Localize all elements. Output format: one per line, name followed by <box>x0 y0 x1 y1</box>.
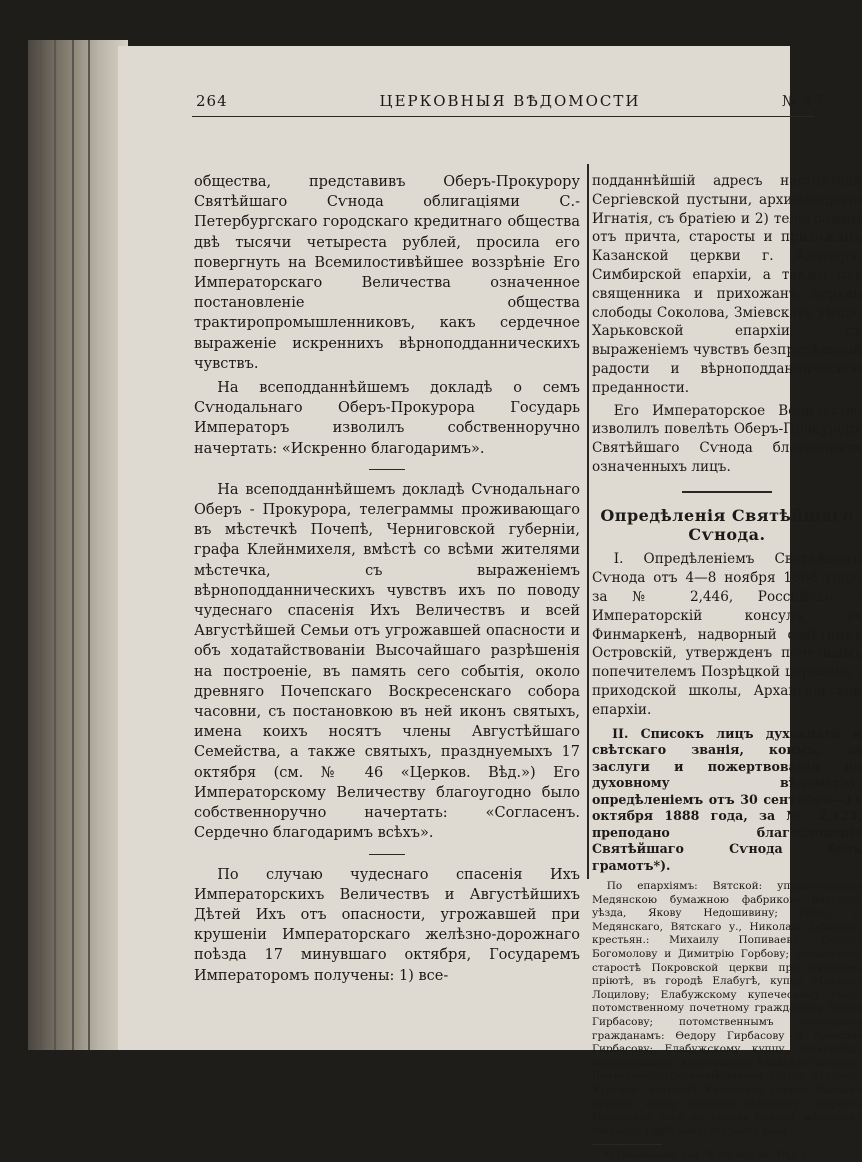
footnote: *) Окончаніе. См. № 46 «Церк. Вѣд.». <box>604 1149 811 1162</box>
footnote-rule <box>592 1144 662 1145</box>
paragraph: подданнѣйшій адресъ настоятеля Сергіевской пустыни, архимандрита Игнатія, съ братіею и 2) телеграммы отъ причта, старосты и прихожанъ Казанской церкви г. Алатыря, Симбирской епархіи, а также отъ священника и прихожанъ церкви слободы Соколова, Зміевскаго уѣзда, Харьковской епархіи, съ выраженіемъ чувствъ безпредѣльной радости и вѣрноподданнической преданности. <box>592 173 862 396</box>
page-header <box>196 92 824 114</box>
right-column <box>592 172 862 1162</box>
left-column <box>194 172 580 986</box>
paragraph: На всеподданнѣйшемъ докладѣ о семъ Сѵнодальнаго Оберъ-Прокурора Государь Императоръ изволилъ собственноручно начертать: «Искренно благодаримъ». <box>194 380 580 457</box>
book-page-edges <box>28 40 128 1050</box>
section-title: Опредѣленія Святѣйшаго Сѵнода. <box>600 505 854 544</box>
header-rule <box>192 116 814 117</box>
separator <box>369 854 405 855</box>
document-page <box>118 46 862 1162</box>
paragraph: На всеподданнѣйшемъ докладѣ Сѵнодальнаго Оберъ - Прокурора, телеграммы проживающаго въ мѣстечкѣ Почепѣ, Черниговской губерніи, графа Клейнмихеля, вмѣстѣ со всѣми жителями мѣстечка, съ выраженіемъ вѣрноподданническихъ чувствъ ихъ по поводу чудеснаго спасенія Ихъ Величествъ и всей Августѣйшей Семьи отъ угрожавшей опасности и объ ходатайствованіи Высочайшаго разрѣшенія на построеніе, въ память сего событія, около древняго Почепскаго Воскресенскаго собора часовни, съ постановкою въ ней иконъ святыхъ, имена коихъ носятъ члены Августѣйшаго Семейства, а также святыхъ, празднуемыхъ 17 октября (см. № 46 «Церков. Вѣд.») Его Императорскому Величеству благоугодно было собственноручно начертать: «Согласенъ. Сердечно благодаримъ всѣхъ». <box>194 481 580 842</box>
separator <box>682 491 772 493</box>
paragraph: общества, представивъ Оберъ-Прокурору Святѣйшаго Сѵнода облигаціями С.-Петербургскаго городскаго кредитнаго общества двѣ тысячи четыреста рублей, просила его повергнуть на Всемилостивѣйшее воззрѣніе Его Императорскаго Величества означенное постановленіе общества трактиропромышленниковъ, какъ сердечное выраженіе искреннихъ вѣрноподданническихъ чувствъ. <box>194 174 580 372</box>
separator <box>369 469 405 470</box>
paragraph: По случаю чудеснаго спасенія Ихъ Императорскихъ Величествъ и Августѣйшихъ Дѣтей Ихъ отъ опасности, угрожавшей при крушеніи Императорскаго желѣзно-дорожнаго поѣзда 17 минувшаго октября, Государемъ Императоромъ получены: 1) все- <box>194 866 580 984</box>
list-title: II. Списокъ лицъ духовнаго и свѣтскаго званія, коимъ, за заслуги и пожертвованія по духовному вѣдомству, опредѣленіемъ отъ 30 сентября—11 октября 1888 года, за № 2,123, преподано благословеніе Святѣйшаго Сѵнода безъ грамотъ*). <box>592 725 862 873</box>
issue-number: № 47 <box>781 92 824 110</box>
column-divider <box>587 164 589 879</box>
paragraph: I. Опредѣленіемъ Святѣйшаго Сѵнода отъ 4—8 ноября 1888 года, за № 2,446, Российско - Императорскій консулъ въ Финмаркенѣ, надворный совѣтникъ Островскій, утвержденъ почетнымъ попечителемъ Позрѣцкой церковно - приходской школы, Архангельской епархіи. <box>592 551 862 718</box>
list-body <box>592 880 862 1138</box>
journal-title: ЦЕРКОВНЫЯ ВѢДОМОСТИ <box>379 92 641 110</box>
paragraph: По епархіямъ: Вятской: управляющему Медянскою бумажною фабрикою Вятскаго уѣзда, Якову Недошивину; сващ. с. Медянскаго, Вятскаго у., Николаю Зубареву, крестьян.: Михаилу Попиваеву, Ѳедору Богомолову и Димитрію Горбову; церковному старостѣ Покровской церкви при дѣтскомъ пріютѣ, въ городѣ Елабугѣ, купцу Михаилу Лоцилову; Елабужскому купеческому сыну, потомственному почетному гражданину Павлу Гирбасову; потомственнымъ почетнымъ гражданамъ: Ѳедору Гирбасову и Алексѣю Гирбасову; Елабужскому купцу Александру Епанешникову; крестьянину Алексѣю Гоголеву. Екатеринбургской—мѣщанину Петру Курлину. Курской: старостѣ Казанской города Рыльска церкви, купцу Василію Матохину; старостѣ Ильинской того же города церкви, мѣщанину Михаилу Горбунову; старостѣ Іоан- <box>592 880 862 1137</box>
paragraph: Его Императорское Величество изволилъ повелѣть Оберъ-Прокурору Святѣйшаго Сѵнода благодарить означенныхъ лицъ. <box>592 402 862 475</box>
page-number: 264 <box>196 92 228 110</box>
